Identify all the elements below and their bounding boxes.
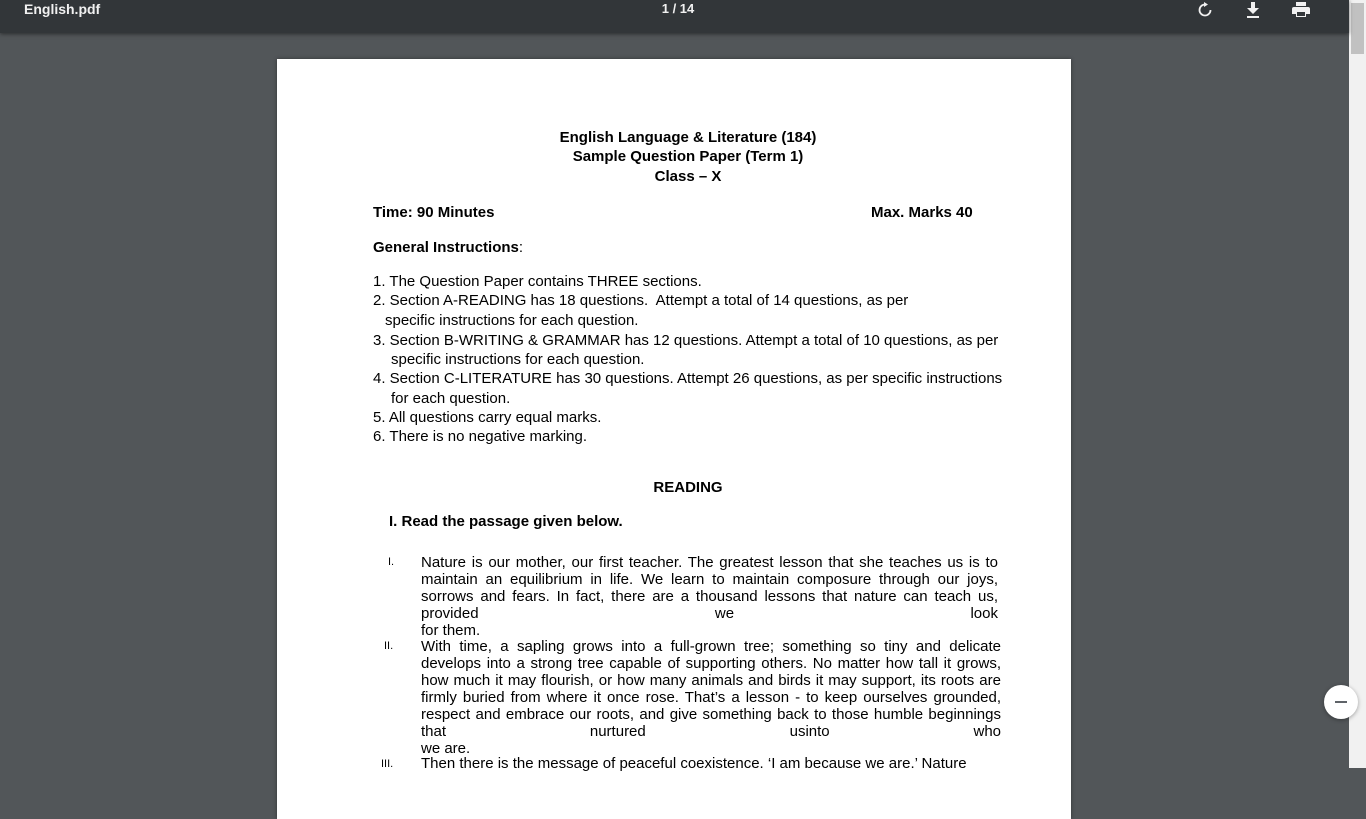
paragraph-line: and fears. In fact, there are a thousand lessons that nature can teach us, provided we look — [421, 588, 999, 622]
instruction-item: 4. Section C-LITERATURE has 30 questions. Attempt 26 questions, as per specific instructions — [373, 370, 1003, 387]
paragraph-line: may flourish, or how many animals and birds it may support, its roots are firmly buried from — [421, 672, 1001, 706]
paragraph-numeral: II. — [384, 640, 394, 652]
instruction-item: 1. The Question Paper contains THREE sections. — [373, 273, 702, 290]
document-title: English.pdf — [24, 1, 101, 17]
max-marks-label: Max. Marks 40 — [871, 204, 973, 221]
reading-section-heading: READING — [653, 479, 723, 496]
paper-title: English Language & Literature (184) — [559, 129, 817, 146]
instruction-continuation: specific instructions for each question. — [385, 312, 639, 329]
paragraph-2 — [421, 638, 1001, 757]
minus-icon — [1335, 701, 1347, 703]
paper-subtitle: Sample Question Paper (Term 1) — [572, 148, 804, 165]
instruction-item: 5. All questions carry equal marks. — [373, 409, 602, 426]
paper-class: Class – X — [654, 168, 722, 185]
instruction-item: 3. Section B-WRITING & GRAMMAR has 12 questions. Attempt a total of 10 questions, as per — [373, 332, 999, 349]
general-instructions-label: General Instructions — [373, 239, 519, 256]
paragraph-line: Nature is our mother, our first teacher. The greatest lesson that she teaches us is to — [421, 554, 998, 571]
paragraph-1 — [421, 554, 998, 639]
paragraph-line: With time, a sapling grows into a full-grown tree; something so tiny and delicate develops — [421, 638, 1001, 672]
paragraph-line: for them. — [421, 622, 481, 639]
paragraph-line: where it once rose. That’s a lesson - to keep ourselves grounded, respect and embrace — [421, 689, 1002, 723]
time-label: Time: 90 Minutes — [373, 204, 495, 221]
download-icon — [1246, 2, 1260, 18]
download-button[interactable] — [1239, 0, 1267, 20]
page-counter[interactable]: 1 / 14 — [661, 1, 695, 16]
pdf-toolbar — [0, 0, 1349, 33]
print-icon — [1292, 2, 1310, 18]
paragraph-line: we are. — [421, 740, 471, 757]
scrollbar-thumb[interactable] — [1351, 3, 1364, 54]
zoom-out-button[interactable] — [1324, 685, 1358, 719]
print-button[interactable] — [1287, 0, 1315, 20]
paragraph-line: into a strong tree capable of supporting others. No matter how tall it grows, how much it — [421, 655, 1001, 689]
instruction-continuation: for each question. — [391, 390, 511, 407]
pdf-page — [277, 59, 1071, 819]
instruction-item: 6. There is no negative marking. — [373, 428, 588, 445]
paragraph-numeral: I. — [388, 556, 395, 568]
general-instructions-heading — [373, 238, 523, 258]
instruction-item: 2. Section A-READING has 18 questions. Attempt a total of 14 questions, as per — [373, 292, 909, 309]
paragraph-line: maintain an equilibrium in life. We learn to maintain composure through our joys, sorrows — [421, 571, 998, 605]
rotate-icon — [1197, 2, 1213, 18]
paragraph-line: Then there is the message of peaceful coexistence. ‘I am because we are.’ Nature — [421, 755, 967, 772]
general-instructions-colon: : — [518, 239, 524, 256]
instruction-continuation: specific instructions for each question. — [391, 351, 645, 368]
paragraph-line: our roots, and give something back to those humble beginnings that nurtured usinto who — [421, 706, 1001, 740]
passage-prompt: I. Read the passage given below. — [389, 513, 623, 530]
paragraph-numeral: III. — [381, 758, 394, 770]
rotate-button[interactable] — [1191, 0, 1219, 20]
vertical-scrollbar[interactable] — [1349, 0, 1366, 768]
